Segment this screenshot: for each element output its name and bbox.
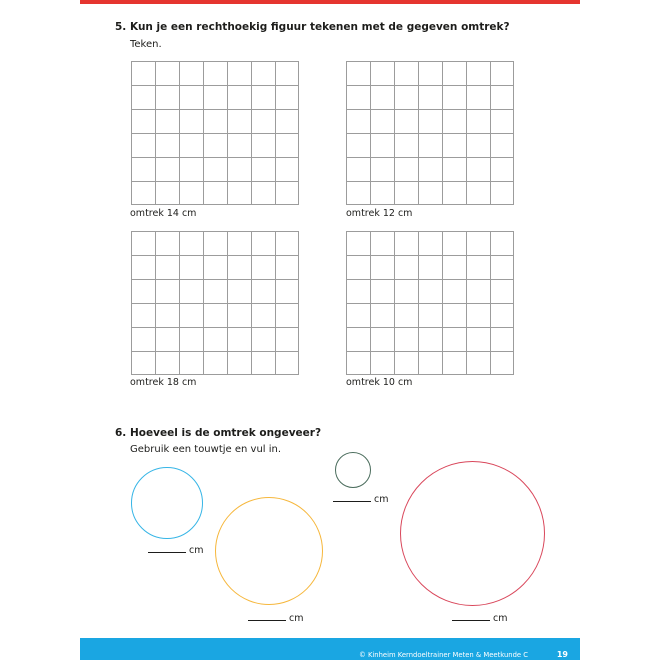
- answer-line-2[interactable]: [248, 619, 286, 621]
- drawing-grid-4[interactable]: [346, 231, 514, 375]
- answer-line-3[interactable]: [333, 500, 371, 502]
- page-number: 19: [556, 650, 568, 659]
- question-6-number: 6.: [115, 427, 127, 439]
- question-5-number: 5.: [115, 21, 127, 33]
- answer-circle-3: [333, 494, 388, 505]
- top-accent-bar: [80, 0, 580, 4]
- answer-line-1[interactable]: [148, 551, 186, 553]
- circle-1-blue: [131, 467, 203, 539]
- question-5-title: Kun je een rechthoekig figuur tekenen met de gegeven omtrek?: [130, 21, 510, 33]
- answer-circle-1: [148, 545, 203, 556]
- circle-2-yellow: [215, 497, 323, 605]
- answer-unit-2: cm: [289, 613, 304, 624]
- answer-line-4[interactable]: [452, 619, 490, 621]
- question-6-title: Hoeveel is de omtrek ongeveer?: [130, 427, 322, 439]
- drawing-grid-3[interactable]: [131, 231, 299, 375]
- footer-copyright: © Kinheim Kerndoeltrainer Meten & Meetkunde C: [358, 651, 528, 659]
- answer-circle-4: [452, 613, 507, 624]
- grid-label-1: omtrek 14 cm: [130, 208, 197, 219]
- grid-label-4: omtrek 10 cm: [346, 377, 413, 388]
- grid-label-3: omtrek 18 cm: [130, 377, 197, 388]
- circle-4-red: [400, 461, 545, 606]
- grid-label-2: omtrek 12 cm: [346, 208, 413, 219]
- question-6-subtitle: Gebruik een touwtje en vul in.: [130, 444, 282, 455]
- answer-unit-4: cm: [493, 613, 508, 624]
- footer-bar: [80, 638, 580, 660]
- answer-unit-1: cm: [189, 545, 204, 556]
- circle-3-green: [335, 452, 371, 488]
- answer-unit-3: cm: [374, 494, 389, 505]
- drawing-grid-1[interactable]: [131, 61, 299, 205]
- answer-circle-2: [248, 613, 303, 624]
- question-5-subtitle: Teken.: [130, 39, 162, 50]
- drawing-grid-2[interactable]: [346, 61, 514, 205]
